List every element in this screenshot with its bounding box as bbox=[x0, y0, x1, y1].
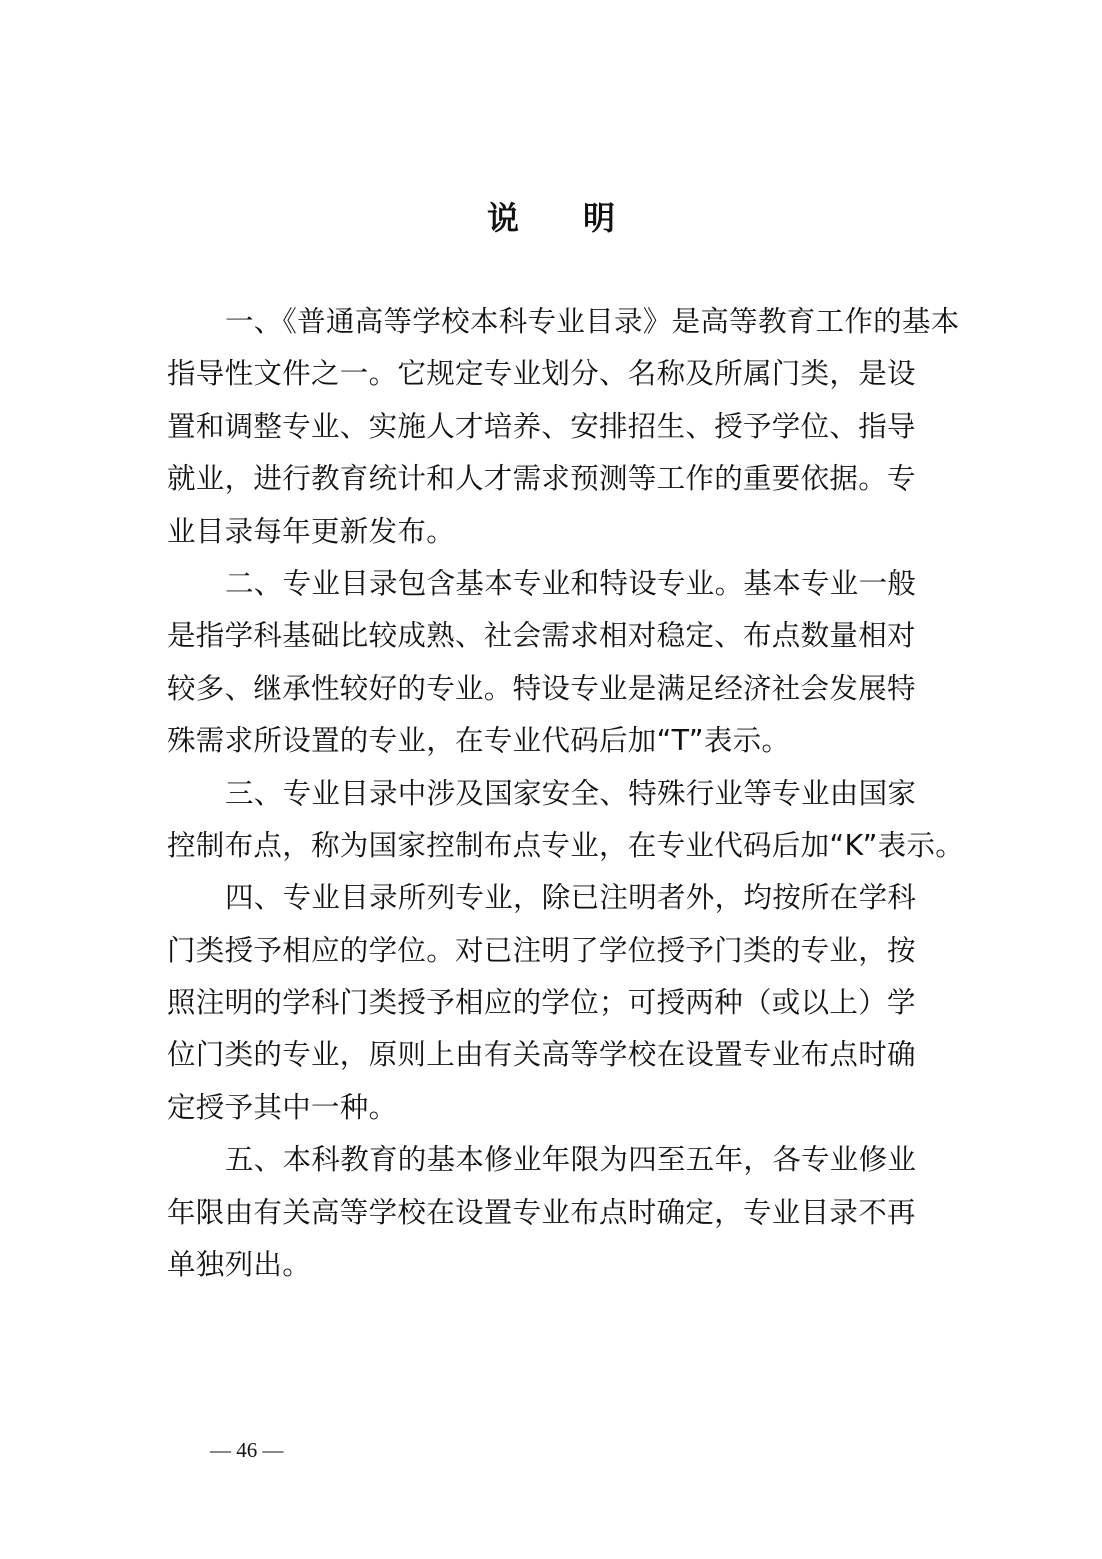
title-char: 明 bbox=[583, 199, 616, 237]
paragraph bbox=[167, 1134, 967, 1291]
text-line: 业目录每年更新发布。 bbox=[167, 514, 456, 548]
page-number: — 46 — bbox=[210, 1438, 284, 1462]
text-line: 就业，进行教育统计和人才需求预测等工作的重要依据。专 bbox=[167, 462, 916, 496]
paragraph bbox=[167, 558, 967, 768]
document-body bbox=[167, 296, 967, 1291]
text-line: 一、《普通高等学校本科专业目录》是高等教育工作的基本 bbox=[225, 305, 960, 338]
text-line: 较多、继承性较好的专业。特设专业是满足经济社会发展特 bbox=[167, 671, 916, 705]
text-line: 位门类的专业，原则上由有关高等学校在设置专业布点时确 bbox=[167, 1038, 916, 1072]
paragraph bbox=[167, 768, 967, 873]
page-title bbox=[0, 193, 1102, 239]
text-line: 三、专业目录中涉及国家安全、特殊行业等专业由国家 bbox=[225, 776, 917, 810]
text-line: 控制布点，称为国家控制布点专业，在专业代码后加“K”表示。 bbox=[167, 828, 965, 862]
text-line: 年限由有关高等学校在设置专业布点时确定，专业目录不再 bbox=[167, 1195, 916, 1229]
text-line: 单独列出。 bbox=[167, 1248, 312, 1282]
title-char: 说 bbox=[486, 199, 519, 237]
text-line: 指导性文件之一。它规定专业划分、名称及所属门类，是设 bbox=[167, 357, 916, 391]
paragraph bbox=[167, 296, 967, 558]
text-line: 定授予其中一种。 bbox=[167, 1090, 398, 1124]
text-line: 照注明的学科门类授予相应的学位；可授两种（或以上）学 bbox=[167, 986, 916, 1020]
text-line: 四、专业目录所列专业，除已注明者外，均按所在学科 bbox=[225, 881, 917, 915]
paragraph bbox=[167, 872, 967, 1134]
text-line: 二、专业目录包含基本专业和特设专业。基本专业一般 bbox=[225, 566, 917, 600]
text-line: 是指学科基础比较成熟、社会需求相对稳定、布点数量相对 bbox=[167, 619, 916, 653]
text-line: 五、本科教育的基本修业年限为四至五年，各专业修业 bbox=[225, 1143, 917, 1177]
text-line: 殊需求所设置的专业，在专业代码后加“T”表示。 bbox=[167, 724, 791, 758]
text-line: 门类授予相应的学位。对已注明了学位授予门类的专业，按 bbox=[167, 933, 916, 967]
text-line: 置和调整专业、实施人才培养、安排招生、授予学位、指导 bbox=[167, 409, 916, 443]
